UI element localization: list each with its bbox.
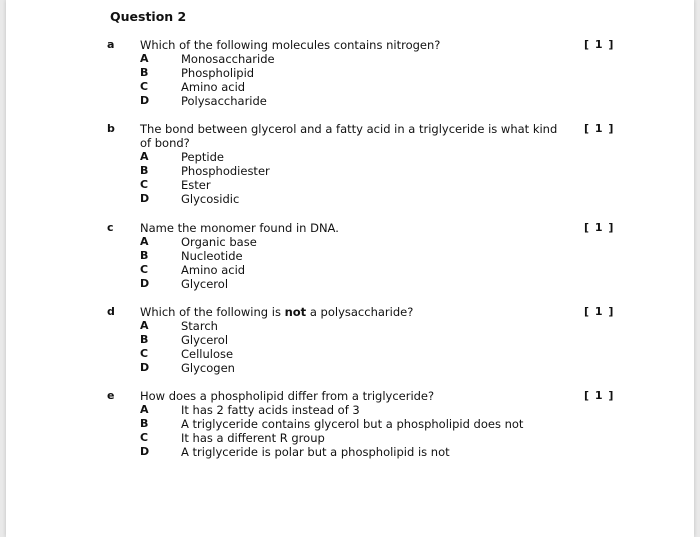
question-letter: a [107, 38, 115, 51]
question-text: The bond between glycerol and a fatty acid in a triglyceride is what kind of bond? [140, 122, 558, 150]
page-title: Question 2 [110, 9, 187, 24]
question-letter: e [107, 389, 115, 402]
question-text: Name the monomer found in DNA. [140, 221, 339, 235]
marks-label: [ 1 ] [584, 389, 615, 402]
question-letter: c [107, 221, 114, 234]
question-text: Which of the following molecules contains nitrogen? [140, 38, 441, 52]
marks-label: [ 1 ] [584, 122, 615, 135]
question-text: Which of the following is not a polysaccharide? [140, 305, 414, 319]
marks-label: [ 1 ] [584, 221, 615, 234]
marks-label: [ 1 ] [584, 305, 615, 318]
question-text: How does a phospholipid differ from a triglyceride? [140, 389, 435, 403]
question-letter: b [107, 122, 115, 135]
question-letter: d [107, 305, 115, 318]
marks-label: [ 1 ] [584, 38, 615, 51]
worksheet-page: Question 2 a Which of the following molecules contains nitrogen? [ 1 ] A Monosaccharide B Phospholipid C Amino acid D Polysaccharide b The bond between glycerol and a fatty acid in a triglyceride is what kind of bond? [ 1 ] A Peptide B Phosphodiester C Ester D Glycosidic c Name the monomer found in DNA. [ 1 ] A Organic base B Nucleotide C Amino acid D Glycerol d Which of the following is not a polysaccharide? [ 1 ] A Starch B Glycerol C Cellulose D Glycogen e How does a phospholipid differ from a triglyceride? [ 1 ] A It has 2 fatty acids instead of 3 B A triglyceride contains glycerol but a phospholipid does not C It has a different R group D A triglyceride is polar but a phospholipid is not [6, 0, 694, 537]
